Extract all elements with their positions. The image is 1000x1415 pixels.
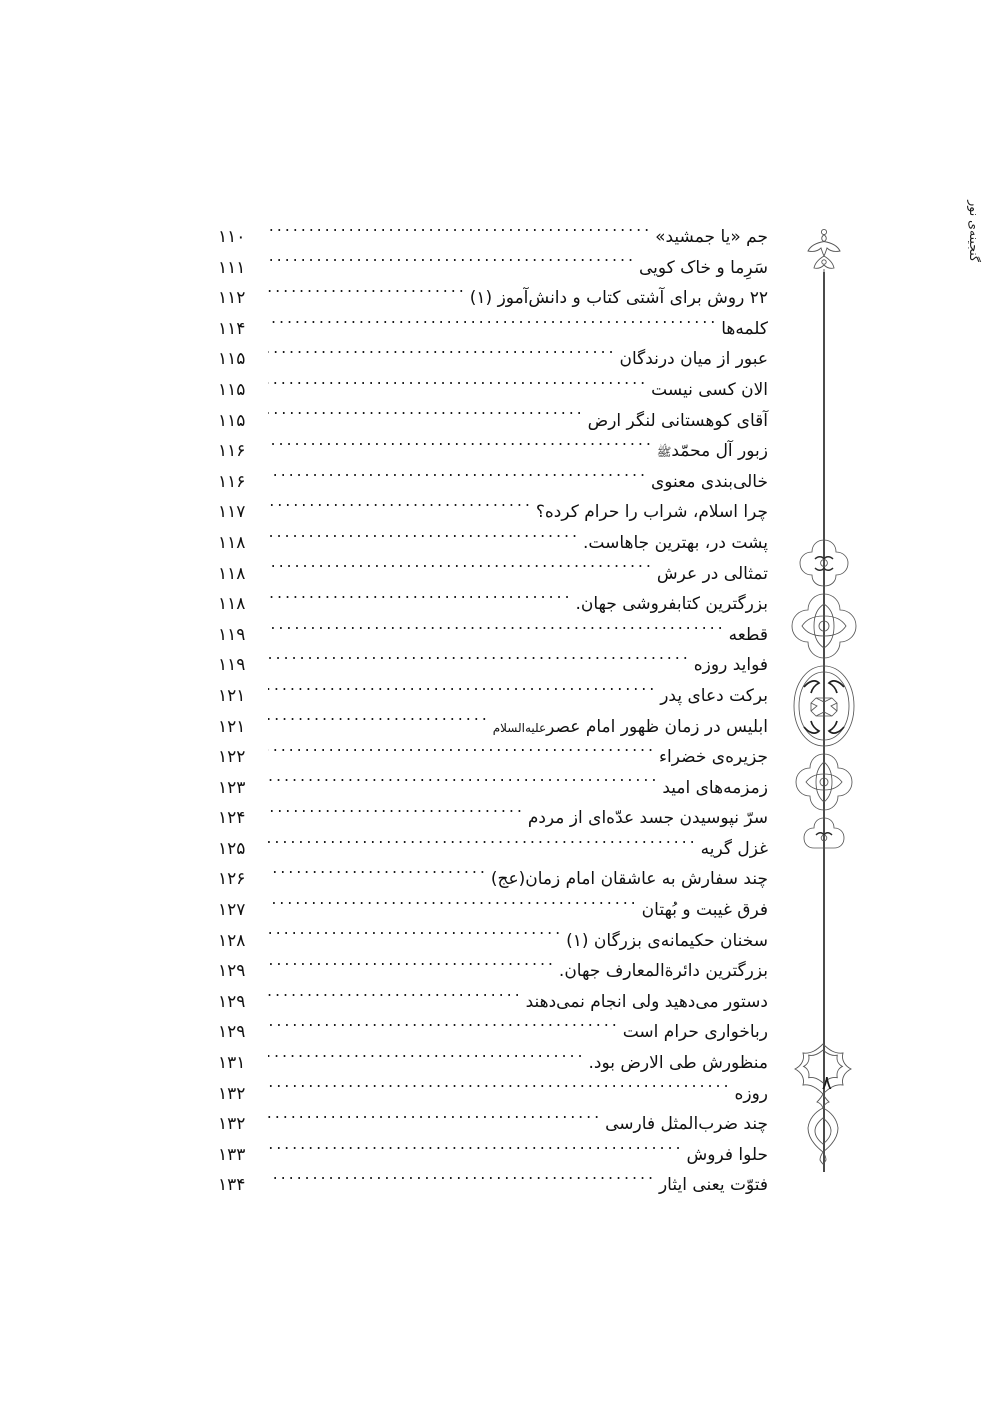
dot-leader [268, 1113, 602, 1130]
toc-entry[interactable] [218, 314, 768, 345]
dot-leader [268, 1143, 683, 1160]
toc-entry[interactable] [218, 773, 768, 804]
toc-entry-page-number: ۱۲۹ [218, 991, 246, 1012]
toc-entry[interactable] [218, 559, 768, 590]
toc-entry-title: عبور از میان درندگان [619, 349, 768, 370]
toc-entry-page-number: ۱۳۴ [218, 1175, 246, 1196]
toc-entry-title: سخنان حکیمانه‌ی بزرگان (۱) [566, 930, 768, 951]
dot-leader [268, 837, 698, 854]
toc-entry-page-number: ۱۱۶ [218, 441, 246, 462]
toc-entry-title: منظورش طی الارض بود. [588, 1053, 768, 1074]
toc-entry[interactable] [218, 1140, 768, 1171]
toc-entry[interactable] [218, 1048, 768, 1079]
toc-entry-title: ۲۲ روش برای آشتی کتاب و دانش‌آموز (۱) [469, 288, 768, 309]
toc-entry[interactable] [218, 406, 768, 437]
toc-entry[interactable] [218, 712, 768, 743]
dot-leader [268, 317, 718, 334]
dot-leader [268, 807, 525, 824]
toc-entry-page-number: ۱۲۷ [218, 900, 246, 921]
toc-entry-page-number: ۱۱۵ [218, 410, 246, 431]
toc-entry[interactable] [218, 987, 768, 1018]
dot-leader [268, 348, 616, 365]
toc-entry-title: فرق غیبت و بُهتان [641, 900, 768, 921]
dot-leader [268, 562, 654, 579]
dot-leader [268, 654, 691, 671]
toc-entry-page-number: ۱۱۱ [218, 257, 246, 278]
toc-entry[interactable] [218, 650, 768, 681]
dot-leader [268, 868, 488, 885]
toc-entry[interactable] [218, 528, 768, 559]
toc-entry-page-number: ۱۱۸ [218, 563, 246, 584]
toc-entry-title: تمثالی در عرش [656, 563, 768, 584]
toc-entry-page-number: ۱۲۱ [218, 716, 246, 737]
toc-entry-title: جم «یا جمشید» [655, 227, 768, 247]
ornamental-rule-column [776, 214, 872, 1174]
toc-entry-title: برکت دعای پدر [660, 685, 768, 706]
dot-leader [268, 684, 657, 701]
toc-entry-title: قطعه [728, 624, 768, 645]
toc-entry-page-number: ۱۱۲ [218, 288, 246, 309]
toc-entry-title: پشت در، بهترین جاهاست. [583, 532, 768, 553]
dot-leader [268, 593, 572, 610]
toc-entry-title: فواید روزه [693, 655, 768, 676]
toc-entry[interactable] [218, 467, 768, 498]
dot-leader [268, 1052, 585, 1069]
dot-leader [268, 287, 467, 304]
toc-entry-title: آقای کوهستانی لنگر ارض [587, 410, 768, 431]
dot-leader [268, 256, 636, 273]
toc-entry[interactable] [218, 956, 768, 987]
toc-entry-title: ابلیس در زمان ظهور امام عصر [546, 716, 768, 737]
toc-entry-title: زمزمه‌های امید [662, 777, 768, 798]
toc-entry-page-number: ۱۲۹ [218, 1022, 246, 1043]
toc-entry-page-number: ۱۳۲ [218, 1083, 246, 1104]
toc-entry-title: بزرگترین کتابفروشی جهان. [575, 594, 768, 615]
honorific-symbol: ﷺ [656, 445, 672, 460]
dot-leader [268, 1174, 656, 1191]
toc-entry-page-number: ۱۲۸ [218, 930, 246, 951]
toc-entry-page-number: ۱۱۹ [218, 655, 246, 676]
toc-entry-title: خالی‌بندی معنوی [650, 471, 768, 492]
toc-entry[interactable] [218, 283, 768, 314]
toc-entry-title: حلوا فروش [686, 1144, 768, 1165]
toc-entry-title: چرا اسلام، شراب را حرام کرده؟ [535, 502, 768, 523]
toc-entry-page-number: ۱۳۱ [218, 1053, 246, 1074]
dot-leader [268, 929, 563, 946]
toc-entry[interactable] [218, 681, 768, 712]
toc-entry-page-number: ۱۱۶ [218, 471, 246, 492]
toc-entry[interactable] [218, 803, 768, 834]
dot-leader [268, 501, 533, 518]
toc-entry-page-number: ۱۳۳ [218, 1144, 246, 1165]
dot-leader [268, 776, 659, 793]
toc-entry[interactable] [218, 620, 768, 651]
table-of-contents [218, 222, 768, 1201]
toc-entry-title: بزرگترین دائرةالمعارف جهان. [558, 961, 768, 982]
ornament-top-finial-icon [799, 226, 849, 280]
toc-entry-title: دستور می‌دهید ولی انجام نمی‌دهند [525, 991, 768, 1012]
toc-entry-page-number: ۱۱۵ [218, 349, 246, 370]
toc-entry[interactable] [218, 1109, 768, 1140]
toc-entry-title: زبور آل محمّد [671, 441, 768, 462]
toc-entry[interactable] [218, 344, 768, 375]
toc-entry[interactable] [218, 253, 768, 284]
ornament-central-medallion-icon [784, 532, 864, 852]
toc-entry[interactable] [218, 1017, 768, 1048]
toc-entry-page-number: ۱۲۴ [218, 808, 246, 829]
running-head: گنجینه‌ی نور [967, 200, 982, 262]
toc-entry-page-number: ۱۱۴ [218, 318, 246, 339]
toc-entry-page-number: ۱۲۵ [218, 838, 246, 859]
toc-entry[interactable] [218, 834, 768, 865]
toc-entry-page-number: ۱۲۹ [218, 961, 246, 982]
dot-leader [268, 409, 585, 426]
honorific-symbol: علیه‌السلام [492, 720, 547, 735]
toc-entry-page-number: ۱۲۱ [218, 685, 246, 706]
toc-entry[interactable] [218, 497, 768, 528]
toc-entry-page-number: ۱۱۹ [218, 624, 246, 645]
toc-entry-title: روزه [734, 1083, 768, 1104]
toc-entry[interactable] [218, 589, 768, 620]
toc-entry[interactable] [218, 1079, 768, 1110]
page-number: ۸ [821, 1072, 832, 1094]
toc-entry-page-number: ۱۱۷ [218, 502, 246, 523]
toc-entry[interactable] [218, 742, 768, 773]
toc-entry-page-number: ۱۲۳ [218, 777, 246, 798]
toc-entry-page-number: ۱۲۲ [218, 747, 246, 768]
toc-entry-page-number: ۱۲۶ [218, 869, 246, 890]
dot-leader [268, 1021, 620, 1038]
toc-entry[interactable] [218, 222, 768, 253]
dot-leader [268, 226, 652, 243]
dot-leader [268, 470, 648, 487]
toc-entry-title: رباخواری حرام است [622, 1022, 768, 1043]
dot-leader [268, 899, 639, 916]
toc-entry-title: فتوّت یعنی ایثار [658, 1175, 768, 1196]
toc-entry-title: سرّ نپوسیدن جسد عدّه‌ای از مردم [527, 808, 768, 829]
toc-entry-title: چند سفارش به عاشقان امام زمان(عج) [490, 869, 768, 890]
toc-entry[interactable] [218, 375, 768, 406]
toc-entry[interactable] [218, 436, 768, 467]
toc-entry-title: سَرِما و خاک کویی [638, 257, 768, 278]
toc-entry-title: جزیره‌ی خضراء [659, 747, 768, 768]
toc-entry[interactable] [218, 864, 768, 895]
toc-entry-title: الان کسی نیست [651, 379, 768, 400]
toc-entry-page-number: ۱۳۲ [218, 1114, 246, 1135]
toc-entry-page-number: ۱۱۸ [218, 594, 246, 615]
toc-entry[interactable] [218, 926, 768, 957]
toc-entry-page-number: ۱۱۵ [218, 379, 246, 400]
dot-leader [268, 378, 648, 395]
toc-entry-title: کلمه‌ها [721, 318, 768, 339]
dot-leader [268, 746, 656, 763]
toc-entry-page-number: ۱۱۸ [218, 532, 246, 553]
toc-entry-title: غزل گریه [700, 838, 768, 859]
toc-entry[interactable] [218, 895, 768, 926]
dot-leader [268, 440, 654, 457]
dot-leader [268, 531, 580, 548]
dot-leader [268, 1082, 731, 1099]
toc-entry-title: چند ضرب‌المثل فارسی [605, 1114, 768, 1135]
ornament-page-number-cartouche-icon [788, 1042, 858, 1166]
toc-entry-page-number: ۱۱۰ [218, 227, 246, 247]
dot-leader [268, 960, 556, 977]
dot-leader [268, 990, 523, 1007]
toc-entry[interactable] [218, 1170, 768, 1201]
dot-leader [268, 623, 726, 640]
dot-leader [268, 715, 490, 732]
